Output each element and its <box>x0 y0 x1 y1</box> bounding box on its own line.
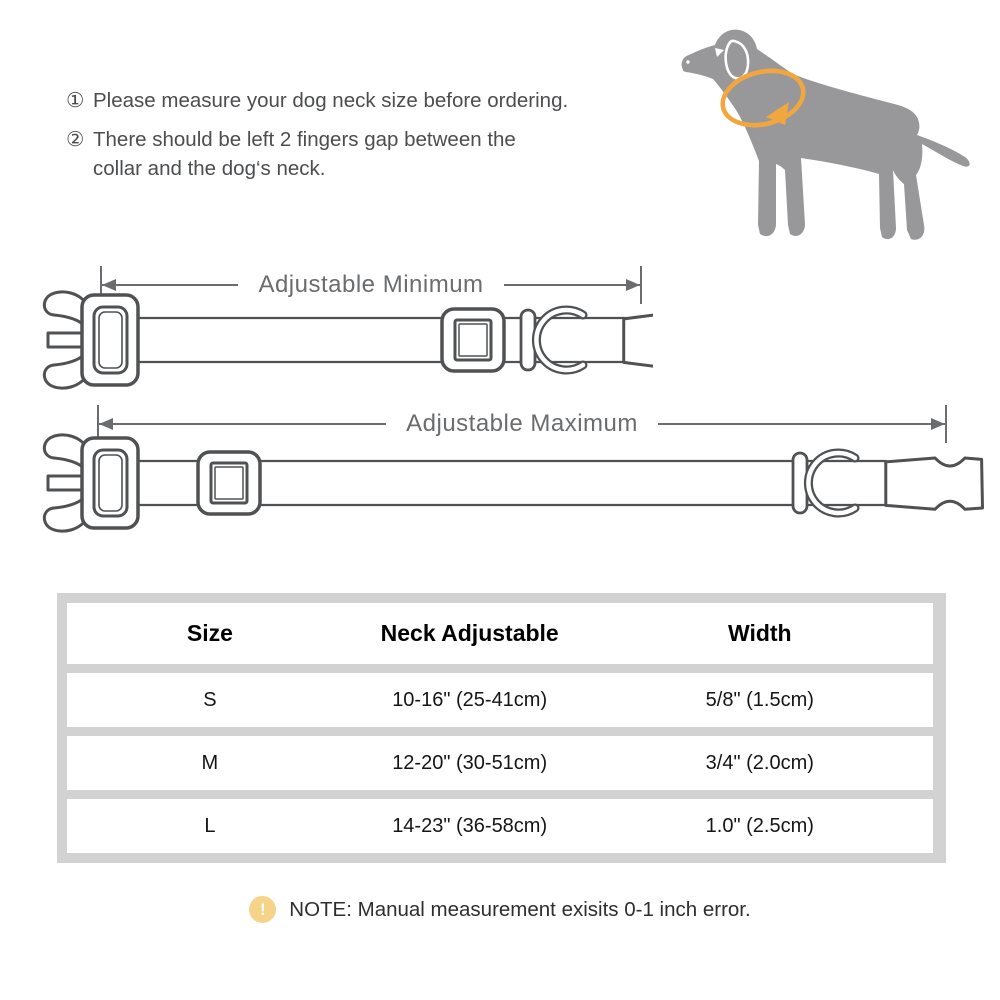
cell-neck: 14-23" (36-58cm) <box>392 814 548 837</box>
triglide-slider-icon <box>198 452 260 514</box>
measuring-instructions <box>66 86 686 193</box>
table-row-m <box>67 736 933 790</box>
cell-width: 3/4" (2.0cm) <box>705 751 814 774</box>
table-row-l <box>67 799 933 853</box>
buckle-female-icon <box>624 315 653 366</box>
col-header-size: Size <box>186 620 233 646</box>
instruction-item-1 <box>66 86 686 115</box>
dog-silhouette-illustration <box>655 18 990 263</box>
collar-minimum-diagram <box>38 285 653 395</box>
instruction-item-2 <box>66 125 686 183</box>
exclamation-icon <box>249 896 276 923</box>
cell-neck: 10-16" (25-41cm) <box>392 688 548 711</box>
instruction-2-text-line1: There should be left 2 fingers gap between the <box>93 128 516 151</box>
dog-nostril <box>686 60 689 63</box>
circled-number-1: ① <box>66 89 85 112</box>
adjustable-maximum-label: Adjustable Maximum <box>406 410 638 437</box>
triglide-slider-icon <box>442 309 504 371</box>
table-header-row <box>67 603 933 664</box>
arrow-right-icon <box>658 423 945 425</box>
cell-neck: 12-20" (30-51cm) <box>392 751 548 774</box>
note-row <box>0 896 1000 923</box>
table-row-s <box>67 673 933 727</box>
arrow-left-icon <box>99 423 386 425</box>
circled-number-2: ② <box>66 128 85 151</box>
buckle-female-icon <box>886 458 983 509</box>
col-header-width: Width <box>727 620 792 646</box>
exclamation-glyph: ! <box>259 899 266 919</box>
instruction-2-text-line2: collar and the dog‘s neck. <box>93 157 326 180</box>
cell-size: S <box>203 688 217 711</box>
cell-width: 5/8" (1.5cm) <box>705 688 814 711</box>
buckle-male-icon <box>44 292 138 388</box>
instruction-1-text: Please measure your dog neck size before ordering. <box>93 89 569 112</box>
cell-width: 1.0" (2.5cm) <box>705 814 814 837</box>
size-chart-table <box>57 593 946 863</box>
cell-size: M <box>201 751 219 774</box>
cell-size: L <box>204 814 216 837</box>
collar-maximum-diagram <box>38 428 988 538</box>
buckle-male-icon <box>44 435 138 531</box>
adjustable-minimum-label: Adjustable Minimum <box>258 271 484 298</box>
note-text: NOTE: Manual measurement exisits 0-1 inch error. <box>289 897 751 921</box>
col-header-neck-adjustable: Neck Adjustable <box>380 620 559 646</box>
